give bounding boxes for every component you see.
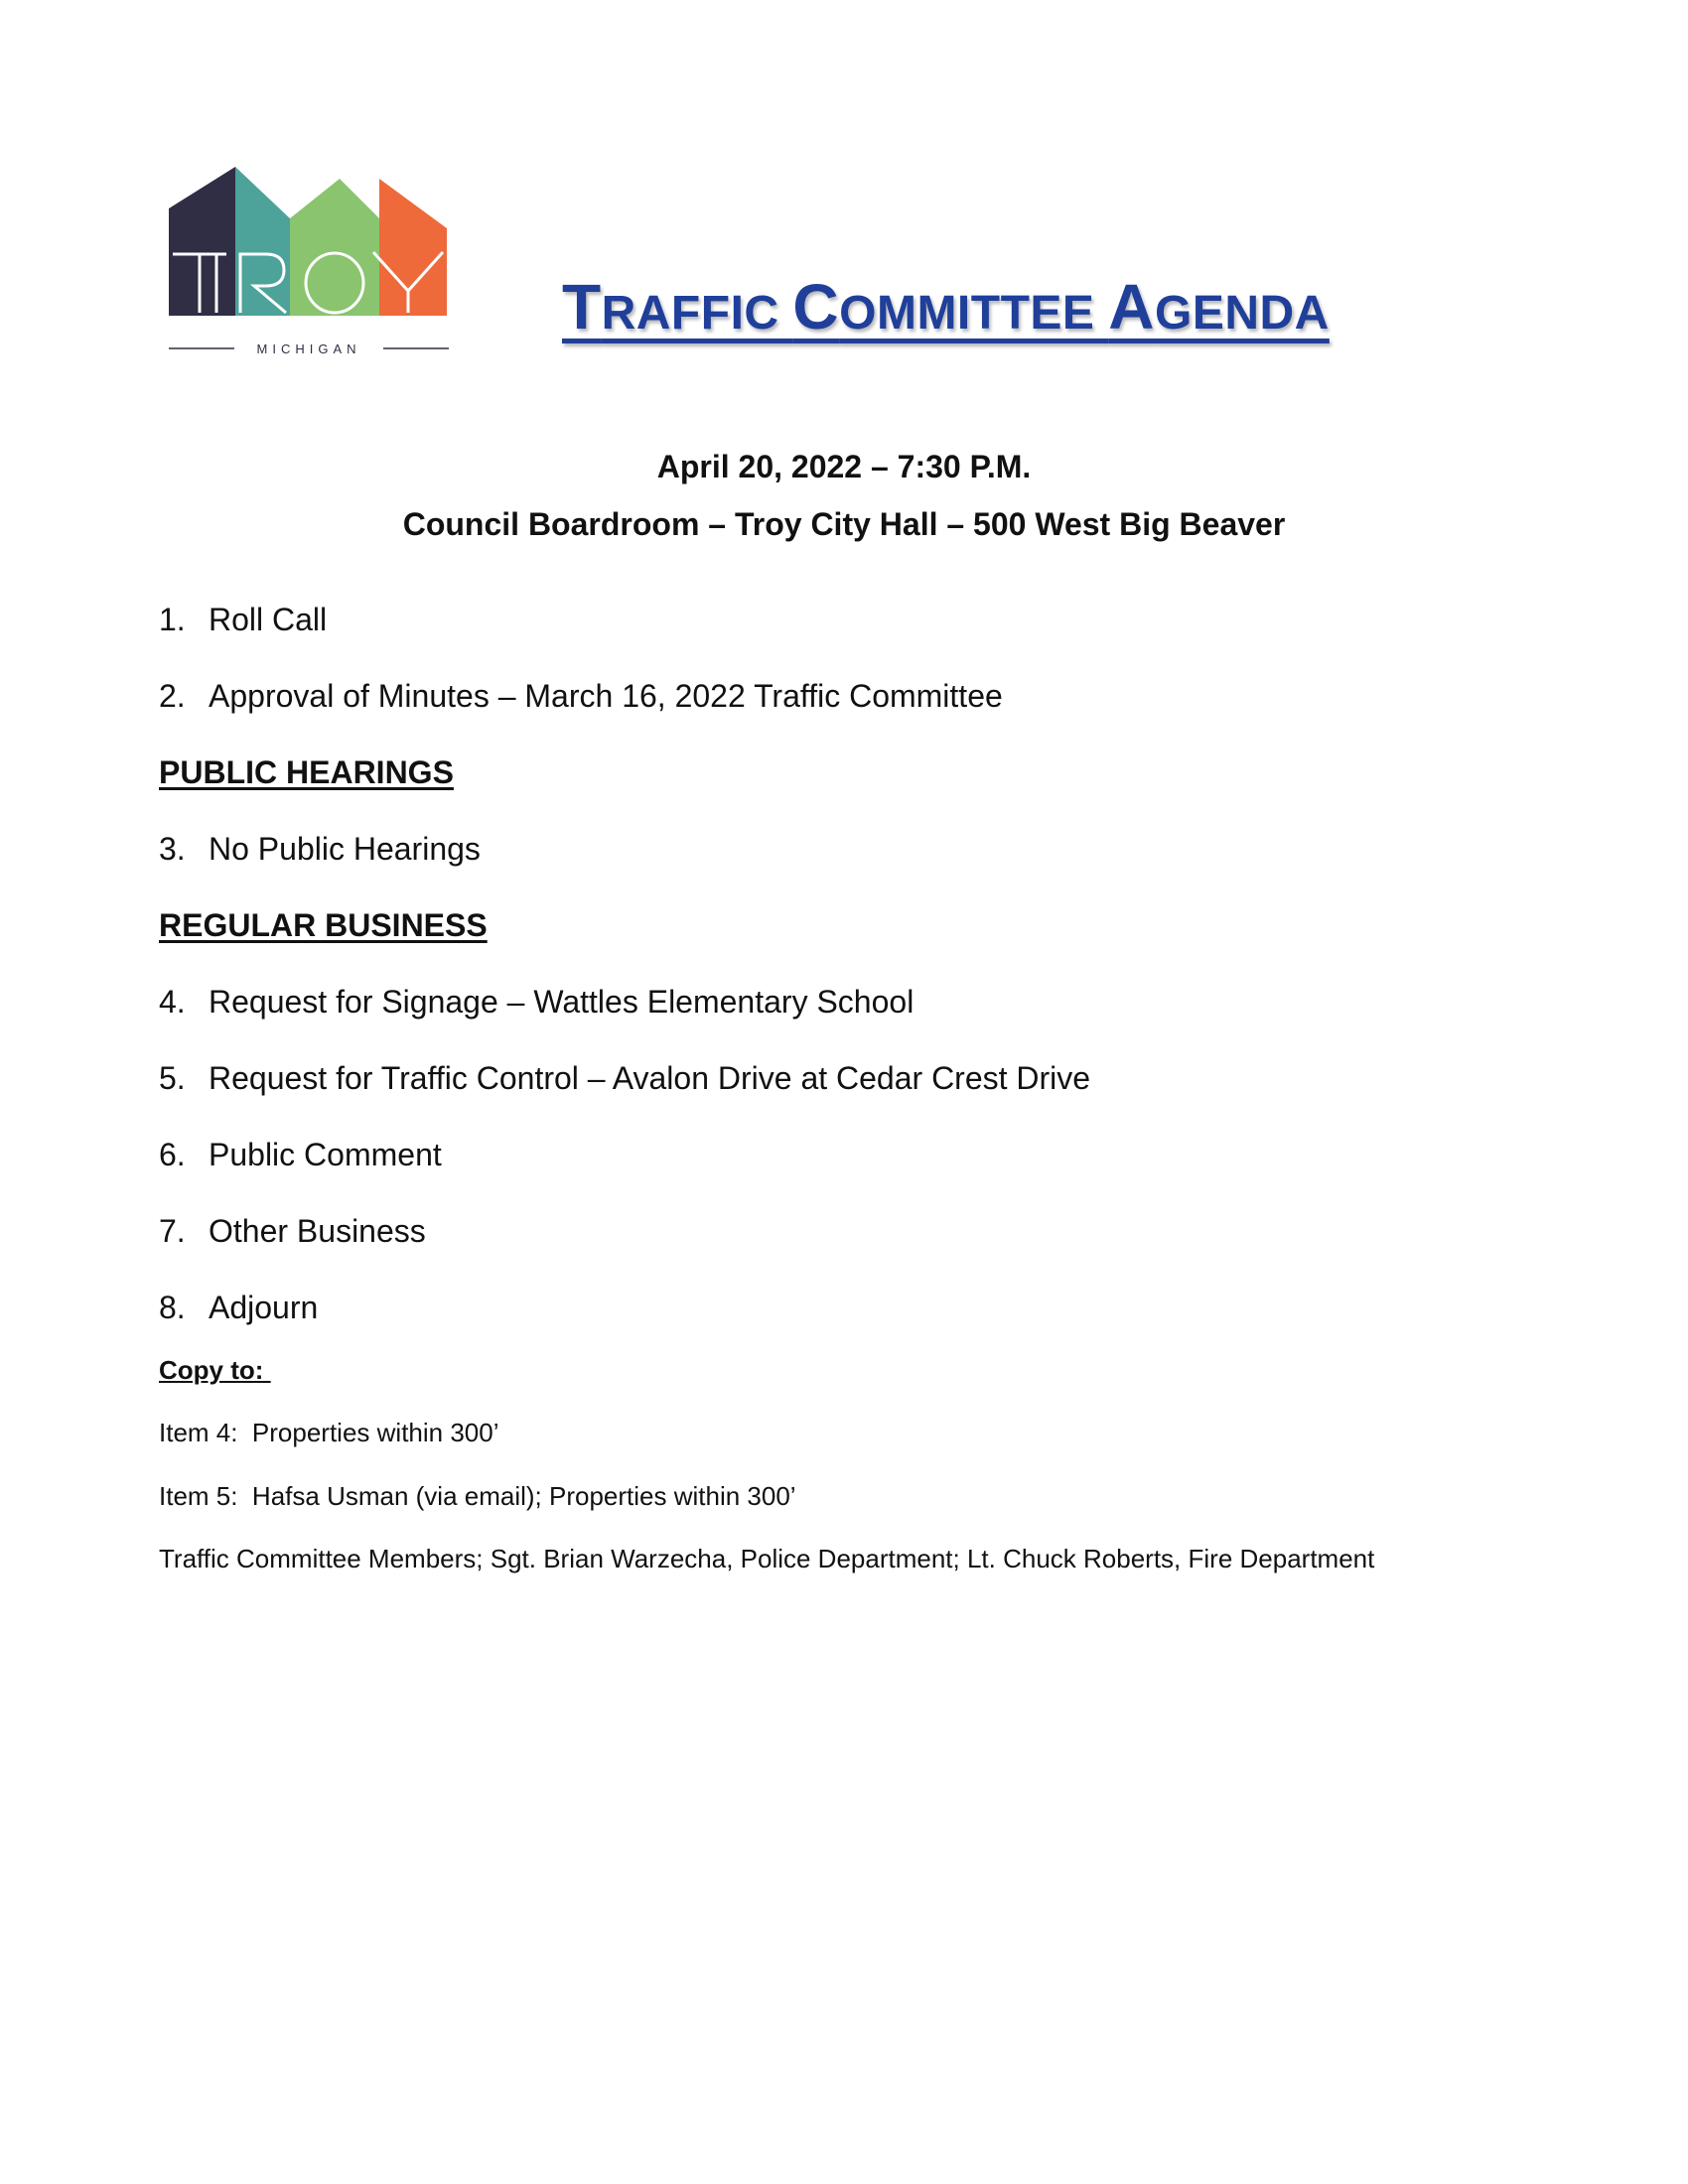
copy-to-line: Item 5: Hafsa Usman (via email); Properties within 300’	[159, 1481, 796, 1511]
agenda-item: 1. Roll Call	[159, 602, 328, 637]
copy-to-line: Item 4: Properties within 300’	[159, 1418, 499, 1447]
page-title: TRAFFIC COMMITTEE AGENDA	[562, 271, 1330, 342]
agenda-item: 2. Approval of Minutes – March 16, 2022 Traffic Committee	[159, 678, 1003, 714]
copy-to-heading: Copy to:	[159, 1355, 271, 1385]
agenda-item: 7. Other Business	[159, 1213, 426, 1249]
regular-business-heading: REGULAR BUSINESS	[159, 907, 488, 943]
logo-orange-house-shape	[379, 179, 447, 316]
agenda-item: 4. Request for Signage – Wattles Elementary School	[159, 984, 914, 1020]
public-hearings-heading: PUBLIC HEARINGS	[159, 754, 454, 790]
copy-to-line: Traffic Committee Members; Sgt. Brian Warzecha, Police Department; Lt. Chuck Roberts, Fire Department	[159, 1544, 1375, 1573]
meeting-location: Council Boardroom – Troy City Hall – 500 West Big Beaver	[402, 506, 1286, 542]
meeting-datetime: April 20, 2022 – 7:30 P.M.	[656, 449, 1032, 484]
agenda-item: 8. Adjourn	[159, 1290, 319, 1325]
logo-green-house-shape	[290, 179, 379, 316]
troy-michigan-logo	[169, 167, 449, 360]
agenda-item: 5. Request for Traffic Control – Avalon Drive at Cedar Crest Drive	[159, 1060, 1091, 1096]
logo-navy-house-shape	[169, 167, 235, 316]
agenda-item: 6. Public Comment	[159, 1137, 442, 1172]
logo-michigan-label: MICHIGAN	[256, 341, 361, 356]
agenda-item: 3. No Public Hearings	[159, 831, 481, 867]
